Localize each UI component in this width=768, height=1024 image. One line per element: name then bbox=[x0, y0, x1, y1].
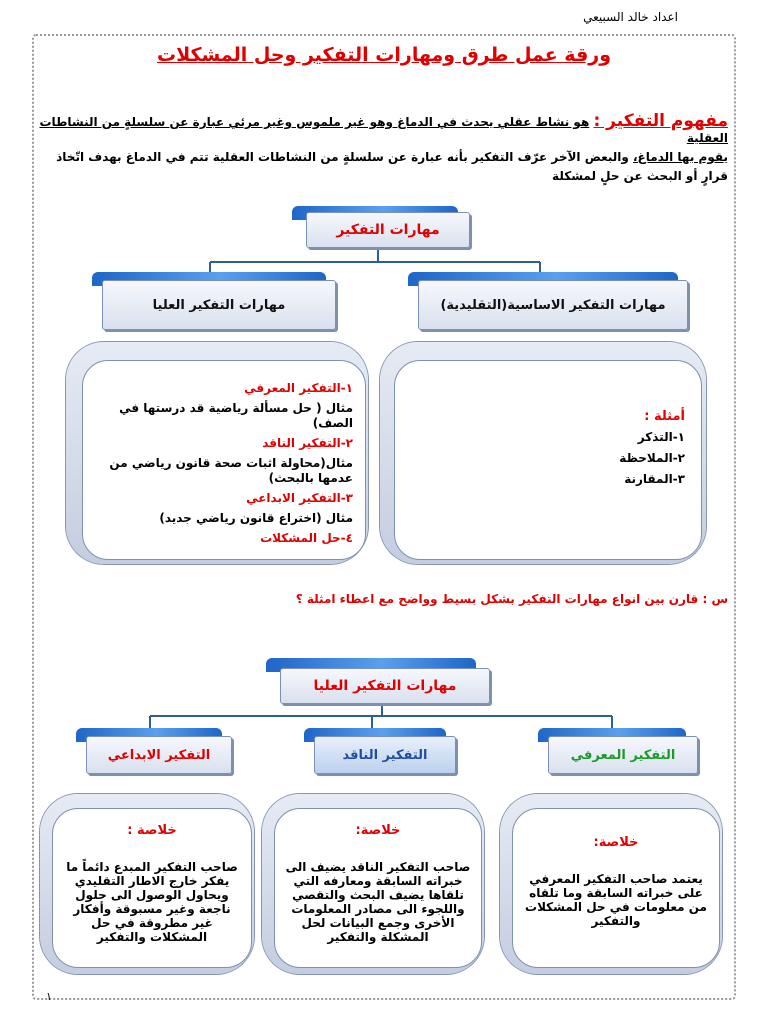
definition-text: هو نشاط عقلي يحدث في الدماغ وهو غير ملموس وغير مرئي عبارة عن سلسلةٍ من النشاطات العقلية bbox=[39, 115, 728, 145]
summary-critical bbox=[274, 808, 482, 968]
summary-critical-text: صاحب التفكير الناقد يضيف الى خبراته السابقة ومعارفه التي تلقاها يضيف البحث والتقصي واللجوء الى مصادر المعلومات الأخرى وجمع البيانات لحل المشكلة والتفكير bbox=[285, 860, 471, 944]
chart1-left-content bbox=[82, 360, 366, 560]
chart1-left-branch-label: مهارات التفكير العليا bbox=[152, 297, 286, 313]
definition-paragraph-underlined: يقوم بها الدماغ، bbox=[633, 150, 728, 164]
branch-cognitive bbox=[548, 736, 698, 774]
definition-paragraph-rest: والبعض الآخر عرّف التفكير بأنه عبارة عن سلسلةٍ من النشاطات العقلية تتم في الدماغ بهدف اتّخاذ قرارٍ أو البحث عن حلٍ لمشكلة bbox=[56, 150, 728, 183]
branch-cognitive-label: التفكير المعرفي bbox=[570, 747, 676, 763]
basic-skills-list bbox=[405, 430, 685, 487]
chart1-right-content bbox=[394, 360, 702, 560]
branch-creative-label: التفكير الابداعي bbox=[107, 747, 211, 763]
page-number: ١ bbox=[46, 990, 52, 1003]
question-text: س : قارن بين انواع مهارات التفكير بشكل بسيط وواضح مع اعطاء امثلة ؟ bbox=[295, 592, 728, 606]
summary-creative-text: صاحب التفكير المبدع دائماً ما يفكر خارج الاطار التقليدي ويحاول الوصول الى حلول ناجعة وغير مسبوقة وأفكار غير مطروقة في حل المشكلات والتفكير bbox=[66, 860, 238, 944]
chart1-root-label: مهارات التفكير bbox=[336, 222, 440, 238]
skill-type: ٣-التفكير الابداعي bbox=[246, 491, 353, 505]
skill-example: مثال(محاولة اثبات صحة قانون رياضي من عدمها بالبحث) bbox=[109, 456, 353, 485]
page-title: ورقة عمل طرق ومهارات التفكير وحل المشكلات bbox=[156, 44, 612, 66]
summary-cognitive bbox=[512, 808, 720, 968]
chart1-root-box bbox=[306, 212, 470, 248]
examples-heading: أمثلة : bbox=[644, 409, 685, 424]
definition-paragraph bbox=[38, 148, 728, 186]
author-name: اعداد خالد السبيعي bbox=[583, 10, 678, 24]
basic-skill-item: ١-التذكر bbox=[637, 430, 685, 444]
skill-type: ٢-التفكير الناقد bbox=[262, 436, 353, 450]
branch-creative bbox=[86, 736, 232, 774]
summary-critical-title: خلاصة: bbox=[355, 823, 401, 838]
higher-skills-list bbox=[93, 381, 353, 546]
basic-skill-item: ٢-الملاحظة bbox=[619, 451, 685, 465]
skill-example: مثال (اختراع قانون رياضي جديد) bbox=[159, 511, 353, 525]
branch-critical-label: التفكير الناقد bbox=[342, 747, 428, 763]
basic-skill-item: ٣-المقارنة bbox=[624, 472, 685, 486]
summary-cognitive-title: خلاصة: bbox=[593, 835, 639, 850]
chart2-root-label: مهارات التفكير العليا bbox=[313, 678, 457, 694]
chart2-root-box bbox=[280, 668, 490, 704]
chart1-right-branch bbox=[418, 280, 688, 330]
chart1-left-branch bbox=[102, 280, 336, 330]
branch-critical bbox=[314, 736, 456, 774]
summary-creative bbox=[52, 808, 252, 968]
definition-line bbox=[38, 111, 728, 145]
summary-cognitive-text: يعتمد صاحب التفكير المعرفي على خبراته السابقة وما تلقاه من معلومات في حل المشكلات والتفكير bbox=[525, 872, 707, 928]
skill-type: ١-التفكير المعرفي bbox=[244, 381, 353, 395]
skill-type: ٤-حل المشكلات bbox=[260, 531, 353, 545]
skill-example: مثال ( حل مسألة رياضية قد درستها في الصف) bbox=[119, 401, 353, 430]
definition-term: مفهوم التفكير : bbox=[593, 111, 728, 131]
summary-creative-title: خلاصة : bbox=[127, 823, 177, 838]
chart1-right-branch-label: مهارات التفكير الاساسية(التقليدية) bbox=[440, 297, 666, 313]
